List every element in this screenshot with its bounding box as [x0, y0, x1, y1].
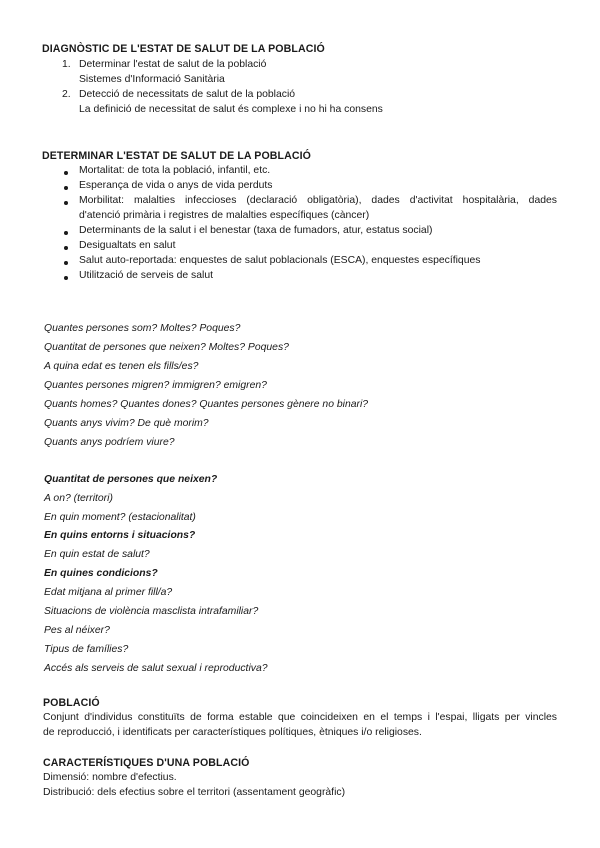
list-number: 2. — [62, 89, 71, 100]
question-line: Quantitat de persones que neixen? Moltes? Poques? — [44, 342, 289, 353]
poblacio-title: POBLACIÓ — [43, 697, 100, 709]
bullet-icon — [64, 171, 68, 175]
bullet-item: Utilització de serveis de salut — [79, 270, 213, 281]
bullet-item-continued: d'atenció primària i registres de malalties específiques (càncer) — [79, 210, 370, 221]
question-heading: En quines condicions? — [44, 568, 158, 579]
bullet-item: Esperança de vida o anys de vida perduts — [79, 180, 273, 191]
question-line: Edat mitjana al primer fill/a? — [44, 587, 173, 598]
question-heading: Quantitat de persones que neixen? — [44, 474, 218, 485]
section2-title: DETERMINAR L'ESTAT DE SALUT DE LA POBLACIÓ — [42, 150, 312, 162]
poblacio-definition: Conjunt d'individus constituïts de forma estable que coincideixen en el temps i l'espai, lligats per vincles — [43, 712, 557, 723]
bullet-item: Determinants de la salut i el benestar (taxa de fumadors, atur, estatus social) — [79, 225, 433, 236]
bullet-icon — [64, 261, 68, 265]
question-line: Quants anys podríem viure? — [44, 437, 175, 448]
question-line: Quantes persones som? Moltes? Poques? — [44, 323, 241, 334]
caracteristiques-dimensio: Dimensió: nombre d'efectius. — [43, 772, 177, 783]
question-line: Situacions de violència masclista intrafamiliar? — [44, 606, 259, 617]
list-item-label: Determinar l'estat de salut de la població — [79, 59, 267, 70]
caracteristiques-distribucio: Distribució: dels efectius sobre el territori (assentament geogràfic) — [43, 787, 346, 798]
poblacio-definition-continued: de reproducció, i identificats per característiques polítiques, ètniques i/o religioses. — [43, 727, 422, 738]
bullet-icon — [64, 246, 68, 250]
question-line: A on? (territori) — [44, 493, 113, 504]
bullet-icon — [64, 231, 68, 235]
question-line: Pes al néixer? — [44, 625, 110, 636]
question-line: En quin estat de salut? — [44, 549, 150, 560]
question-line: Accés als serveis de salut sexual i reproductiva? — [44, 663, 268, 674]
bullet-icon — [64, 186, 68, 190]
bullet-item: Mortalitat: de tota la població, infantil, etc. — [79, 165, 271, 176]
caracteristiques-title: CARACTERÍSTIQUES D'UNA POBLACIÓ — [43, 757, 250, 769]
section1-title: DIAGNÒSTIC DE L'ESTAT DE SALUT DE LA POBLACIÓ — [42, 43, 325, 55]
question-line: En quin moment? (estacionalitat) — [44, 512, 196, 523]
list-item-detail: Sistemes d'Informació Sanitària — [79, 74, 225, 85]
bullet-item: Salut auto-reportada: enquestes de salut poblacionals (ESCA), enquestes específiques — [79, 255, 481, 266]
bullet-icon — [64, 201, 68, 205]
question-line: Quantes persones migren? immigren? emigren? — [44, 380, 267, 391]
bullet-item: Morbilitat: malalties infeccioses (declaració obligatòria), dades d'activitat hospitalària, dades — [79, 195, 557, 206]
list-number: 1. — [62, 59, 71, 70]
question-line: A quina edat es tenen els fills/es? — [44, 361, 199, 372]
bullet-item: Desigualtats en salut — [79, 240, 176, 251]
question-line: Quants homes? Quantes dones? Quantes persones gènere no binari? — [44, 399, 369, 410]
list-item-detail: La definició de necessitat de salut és complexe i no hi ha consens — [79, 104, 383, 115]
bullet-icon — [64, 276, 68, 280]
question-heading: En quins entorns i situacions? — [44, 530, 196, 541]
question-line: Quants anys vivim? De què morim? — [44, 418, 209, 429]
list-item-label: Detecció de necessitats de salut de la població — [79, 89, 296, 100]
question-line: Tipus de famílies? — [44, 644, 129, 655]
